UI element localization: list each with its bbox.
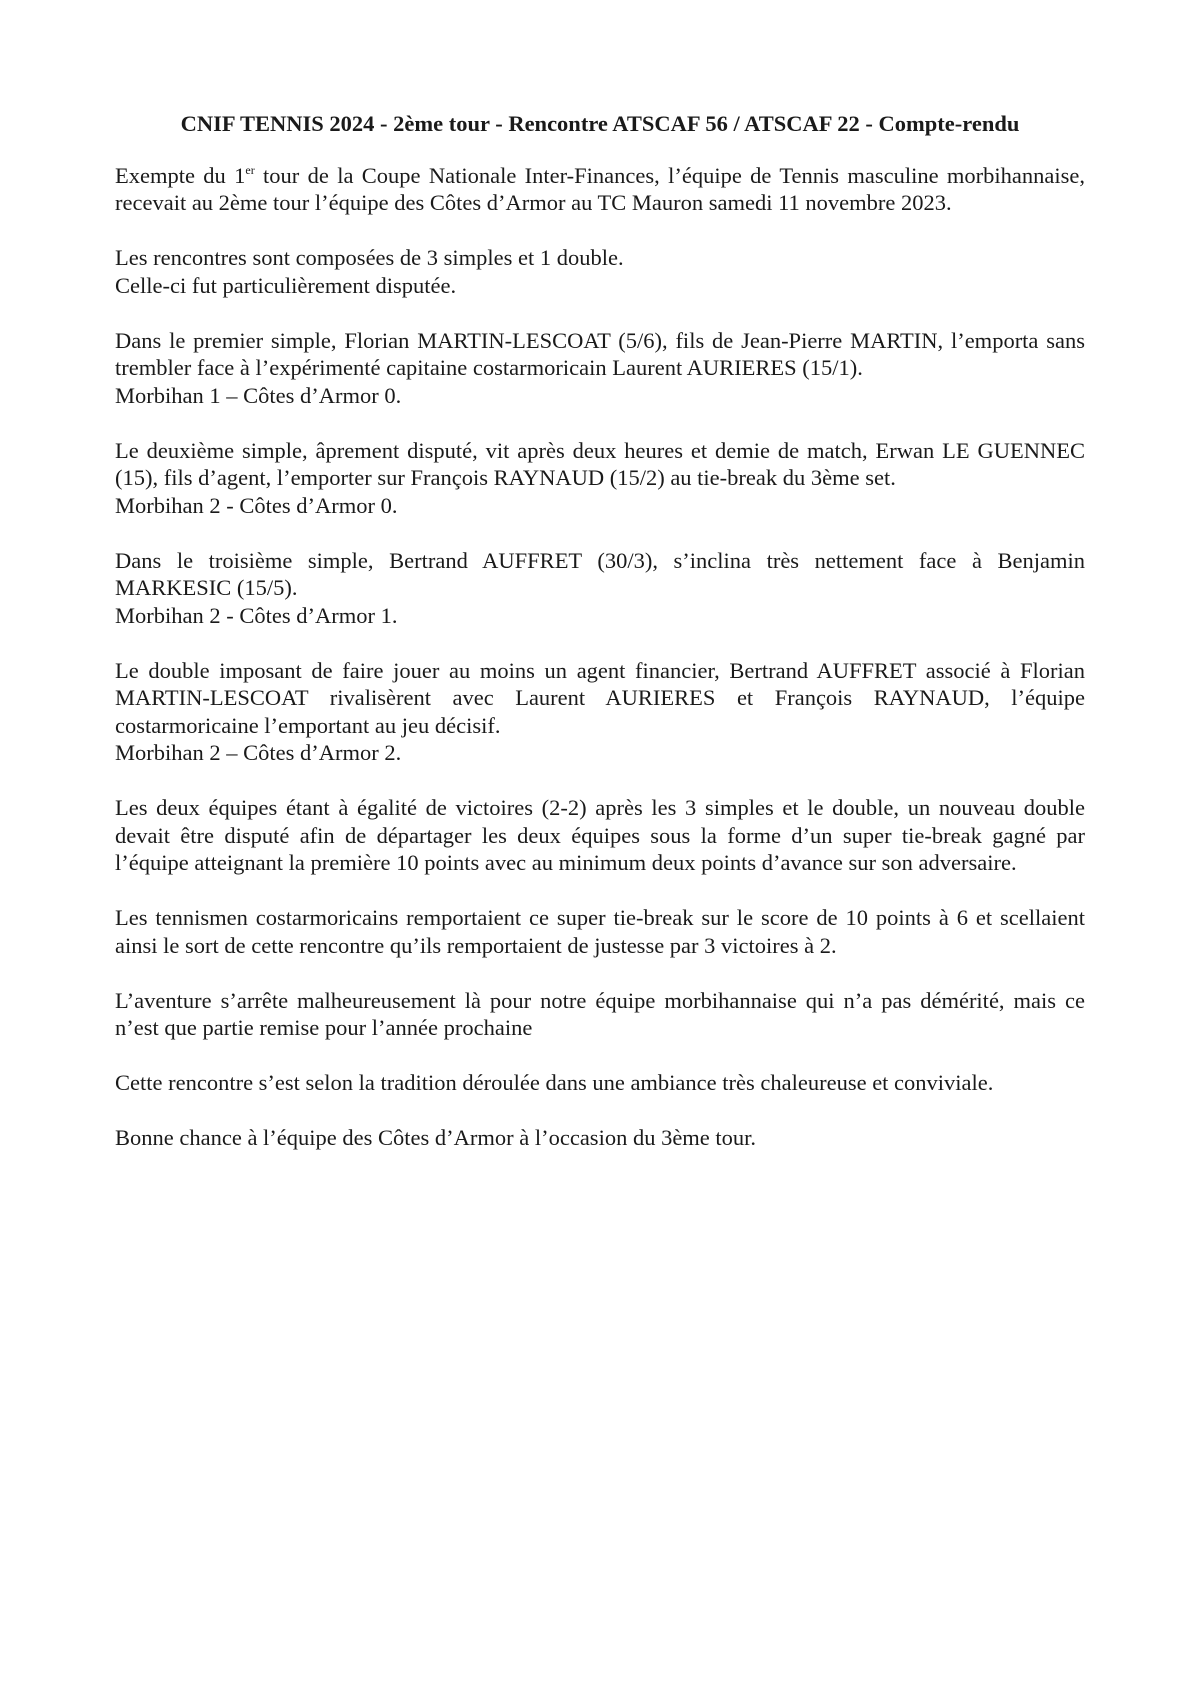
good-luck-paragraph: Bonne chance à l’équipe des Côtes d’Armor à l’occasion du 3ème tour. (115, 1125, 757, 1150)
double-paragraph (115, 657, 1085, 767)
dispute-line: Celle-ci fut particulièrement disputée. (115, 272, 457, 298)
format-line: Les rencontres sont composées de 3 simples et 1 double. (115, 245, 624, 270)
double-score: Morbihan 2 – Côtes d’Armor 2. (115, 740, 402, 765)
tiebreak-result-paragraph: Les tennismen costarmoricains remportaient ce super tie-break sur le score de 10 points à 6 et scellaient ainsi le sort de cette rencontre qu’ils remportaient de justesse par 3 victoires à 2. (115, 905, 1085, 958)
second-single-paragraph (115, 437, 1085, 520)
third-single-paragraph (115, 547, 1085, 630)
intro-paragraph (115, 162, 1085, 217)
intro-text-rest: tour de la Coupe Nationale Inter-Finances, l’équipe de Tennis masculine morbihannaise, recevait au 2ème tour l’équipe des Côtes d’Armor au TC Mauron samedi 11 novembre 2023. (115, 162, 1085, 215)
intro-text-start: Exempte du 1 (115, 162, 246, 188)
first-single-text: Dans le premier simple, Florian MARTIN-LESCOAT (5/6), fils de Jean-Pierre MARTIN, l’emporta sans trembler face à l’expérimenté capitaine costarmoricain Laurent AURIERES (15/1). (115, 327, 1085, 380)
document-body (115, 110, 1085, 1179)
tiebreak-format-paragraph: Les deux équipes étant à égalité de victoires (2-2) après les 3 simples et le double, un nouveau double devait être disputé afin de départager les deux équipes sous la forme d’un super tie-break gagné par l’équipe atteignant la première 10 points avec au minimum deux points d’avance sur son adversaire. (115, 795, 1085, 875)
first-single-paragraph (115, 327, 1085, 410)
format-paragraph (115, 244, 1085, 299)
document-title: CNIF TENNIS 2024 - 2ème tour - Rencontre ATSCAF 56 / ATSCAF 22 - Compte-rendu (180, 111, 1020, 136)
second-single-score: Morbihan 2 - Côtes d’Armor 0. (115, 492, 398, 518)
third-single-score: Morbihan 2 - Côtes d’Armor 1. (115, 602, 398, 628)
double-text: Le double imposant de faire jouer au moins un agent financier, Bertrand AUFFRET associé à Florian MARTIN-LESCOAT rivalisèrent avec Laurent AURIERES et François RAYNAUD, l’équipe costarmoricaine l’emportant au jeu décisif. (115, 657, 1085, 738)
second-single-text: Le deuxième simple, âprement disputé, vit après deux heures et demie de match, Erwan LE GUENNEC (15), fils d’agent, l’emporter sur François RAYNAUD (15/2) au tie-break du 3ème set. (115, 437, 1085, 490)
ambiance-paragraph: Cette rencontre s’est selon la tradition déroulée dans une ambiance très chaleureuse et conviviale. (115, 1070, 994, 1095)
first-single-score: Morbihan 1 – Côtes d’Armor 0. (115, 382, 402, 408)
ordinal-superscript: er (245, 162, 255, 177)
third-single-text: Dans le troisième simple, Bertrand AUFFRET (30/3), s’inclina très nettement face à Benjamin MARKESIC (15/5). (115, 547, 1085, 600)
conclusion-paragraph: L’aventure s’arrête malheureusement là pour notre équipe morbihannaise qui n’a pas démérité, mais ce n’est que partie remise pour l’année prochaine (115, 987, 1085, 1040)
